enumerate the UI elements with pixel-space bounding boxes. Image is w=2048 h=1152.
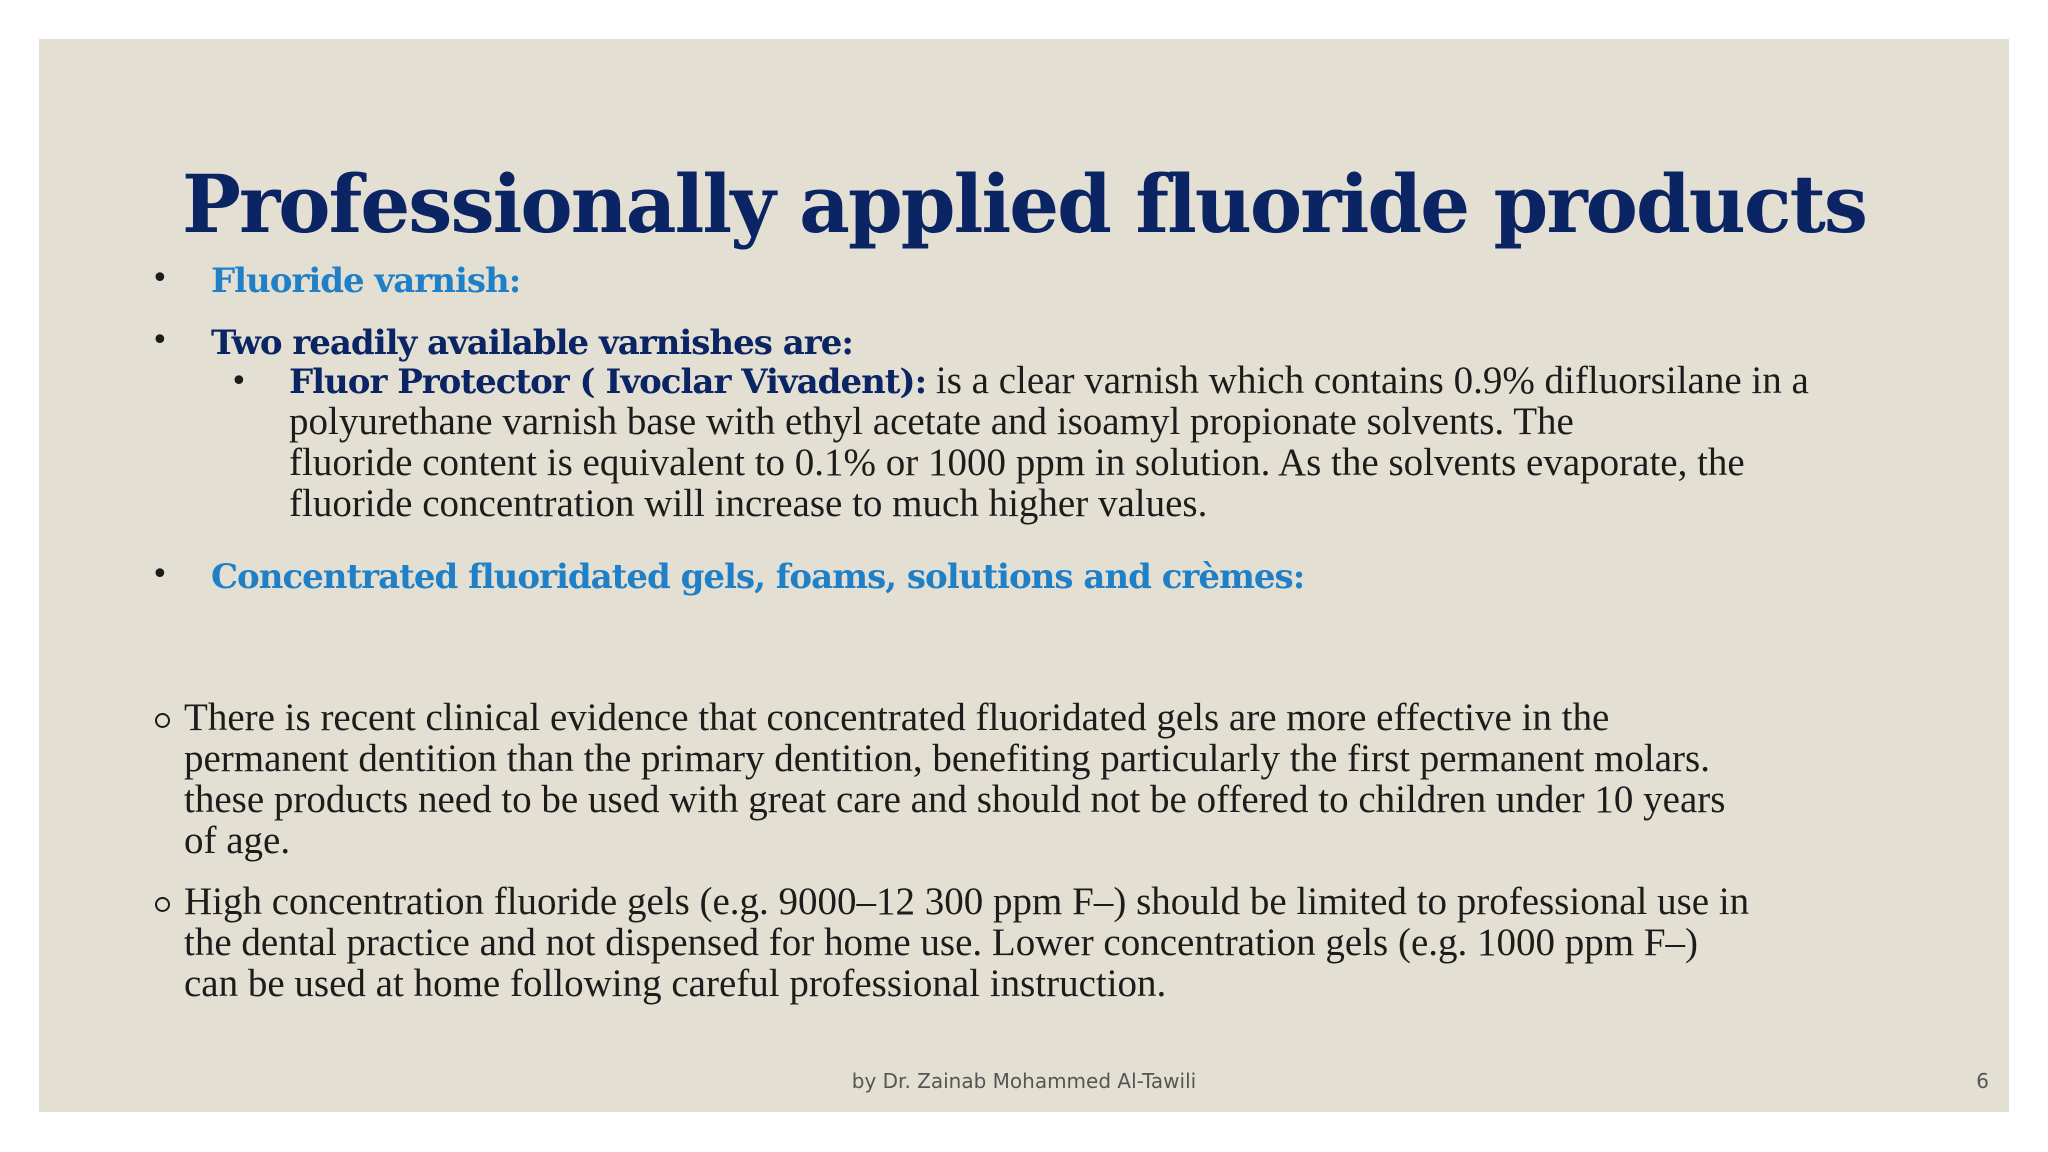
bullet-heading: Fluoride varnish: <box>211 261 521 301</box>
ring-bullet-icon <box>155 897 170 912</box>
bullet-concentrated-gels <box>211 555 1304 598</box>
slide <box>39 39 2009 1112</box>
paragraph-line: High concentration fluoride gels (e.g. 9000–12 300 ppm F–) should be limited to professional use in <box>184 880 1750 923</box>
sub-bullet-text: is a clear varnish which contains 0.9% difluorsilane in a <box>926 359 1809 402</box>
paragraph-line: of age. <box>184 819 291 862</box>
bullet-two-varnishes <box>211 321 853 364</box>
page-number: 6 <box>1976 1069 1989 1093</box>
bullet-fluoride-varnish <box>211 259 520 302</box>
bullet-dot-icon: • <box>151 323 169 358</box>
sub-bullet-line: fluoride concentration will increase to much higher values. <box>289 482 1208 525</box>
slide-title: Professionally applied fluoride products <box>181 157 1867 251</box>
ring-bullet-icon <box>155 713 170 728</box>
bullet-dot-icon: • <box>151 261 169 296</box>
paragraph-line: the dental practice and not dispensed for home use. Lower concentration gels (e.g. 1000 ppm F–) <box>184 921 1699 964</box>
sub-bullet-dot-icon: • <box>230 364 248 399</box>
paragraph-line: There is recent clinical evidence that concentrated fluoridated gels are more effective in the <box>184 696 1610 739</box>
sub-bullet-heading: Fluor Protector ( Ivoclar Vivadent): <box>289 362 927 402</box>
sub-bullet-line: fluoride content is equivalent to 0.1% or 1000 ppm in solution. As the solvents evaporate, the <box>289 441 1745 484</box>
paragraph-line: can be used at home following careful professional instruction. <box>184 962 1167 1005</box>
bullet-dot-icon: • <box>151 557 169 592</box>
paragraph-line: permanent dentition than the primary dentition, benefiting particularly the first permanent molars. <box>184 737 1710 780</box>
bullet-heading: Two readily available varnishes are: <box>211 323 853 363</box>
bullet-heading: Concentrated fluoridated gels, foams, solutions and crèmes: <box>211 557 1305 597</box>
paragraph-line: these products need to be used with great care and should not be offered to children under 10 years <box>184 778 1726 821</box>
slide-footer: by Dr. Zainab Mohammed Al-Tawili <box>851 1069 1197 1093</box>
sub-bullet-fluor-protector <box>289 360 1809 403</box>
sub-bullet-line: polyurethane varnish base with ethyl acetate and isoamyl propionate solvents. The <box>289 400 1574 443</box>
